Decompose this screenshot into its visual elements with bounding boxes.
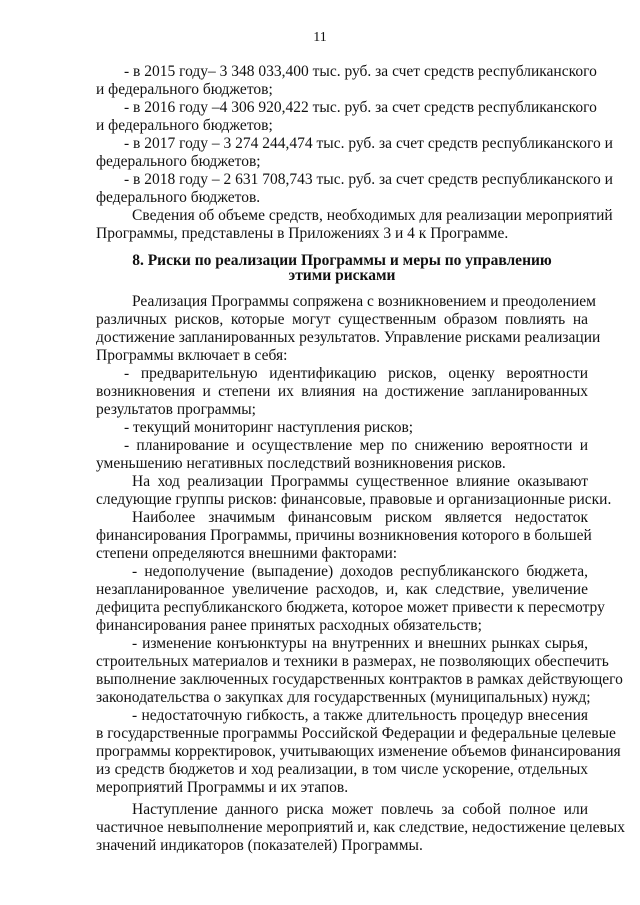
bullet-line: возникновения и степени их влияния на достижение запланированных	[96, 383, 588, 400]
paragraph-line: степени определяются внешними факторами:	[96, 545, 398, 562]
factor-line: программы корректировок, учитывающих изменение объемов финансирования	[96, 743, 621, 760]
funding-note-line-1: Сведения об объеме средств, необходимых для реализации мероприятий	[132, 207, 613, 224]
funding-2015-line-2: и федерального бюджетов;	[96, 81, 273, 98]
funding-2017-line-2: федерального бюджетов;	[96, 153, 261, 170]
funding-2017-line-1: - в 2017 году – 3 274 244,474 тыс. руб. за счет средств республиканского и	[124, 135, 613, 152]
factor-line: незапланированное увеличение расходов, и, как следствие, увеличение	[96, 581, 588, 598]
factor-line: - недополучение (выпадение) доходов республиканского бюджета,	[132, 563, 588, 580]
paragraph-line: значений индикаторов (показателей) Программы.	[96, 837, 423, 854]
paragraph-line: Наступление данного риска может повлечь за собой полное или	[132, 801, 588, 818]
bullet-line: результатов программы;	[96, 401, 256, 418]
factor-line: - изменение конъюнктуры на внутренних и внешних рынках сырья,	[132, 635, 588, 652]
funding-2016-line-2: и федерального бюджетов;	[96, 117, 273, 134]
paragraph-line: Реализация Программы сопряжена с возникновением и преодолением	[132, 293, 596, 310]
bullet-line: уменьшению негативных последствий возникновения рисков.	[96, 455, 506, 472]
factor-line: выполнение заключенных государственных контрактов в рамках действующего	[96, 671, 623, 688]
factor-line: дефицита республиканского бюджета, которое может привести к пересмотру	[96, 599, 605, 616]
section-heading-line-1: 8. Риски по реализации Программы и меры по управлению	[132, 252, 552, 269]
paragraph-line: Наиболее значимым финансовым риском является недостаток	[132, 509, 588, 526]
funding-2015-line-1: - в 2015 году– 3 348 033,400 тыс. руб. за счет средств республиканского	[124, 63, 597, 80]
bullet-line: - предварительную идентификацию рисков, оценку вероятности	[124, 365, 588, 382]
factor-line: из средств бюджетов и ход реализации, в том числе ускорение, отдельных	[96, 761, 588, 778]
funding-note-line-2: Программы, представлены в Приложениях 3 и 4 к Программе.	[96, 225, 509, 242]
factor-line: в государственные программы Российской Федерации и федеральные целевые	[96, 725, 616, 742]
funding-2016-line-1: - в 2016 году –4 306 920,422 тыс. руб. за счет средств республиканского	[124, 99, 597, 116]
funding-2018-line-1: - в 2018 году – 2 631 708,743 тыс. руб. за счет средств республиканского и	[124, 171, 613, 188]
paragraph-line: частичное невыполнение мероприятий и, как следствие, недостижение целевых	[96, 819, 625, 836]
paragraph-line: Программы включает в себя:	[96, 347, 288, 364]
factor-line: строительных материалов и техники в размерах, не позволяющих обеспечить	[96, 653, 609, 670]
paragraph-line: различных рисков, которые могут существенным образом повлиять на	[96, 311, 588, 328]
section-heading-line-2: этими рисками	[288, 267, 396, 284]
paragraph-line: следующие группы рисков: финансовые, правовые и организационные риски.	[96, 491, 612, 508]
factor-line: финансирования ранее принятых расходных обязательств;	[96, 617, 482, 634]
paragraph-line: финансирования Программы, причины возникновения которого в большей	[96, 527, 592, 544]
paragraph-line: На ход реализации Программы существенное влияние оказывают	[132, 473, 588, 490]
bullet-line: - текущий мониторинг наступления рисков;	[124, 419, 414, 436]
factor-line: законодательства о закупках для государственных (муниципальных) нужд;	[96, 689, 591, 706]
factor-line: мероприятий Программы и их этапов.	[96, 779, 349, 796]
factor-line: - недостаточную гибкость, а также длительность процедур внесения	[132, 707, 588, 724]
page-number: 11	[313, 30, 327, 45]
funding-2018-line-2: федерального бюджетов.	[96, 189, 261, 206]
bullet-line: - планирование и осуществление мер по снижению вероятности и	[124, 437, 588, 454]
paragraph-line: достижение запланированных результатов. Управление рисками реализации	[96, 329, 601, 346]
